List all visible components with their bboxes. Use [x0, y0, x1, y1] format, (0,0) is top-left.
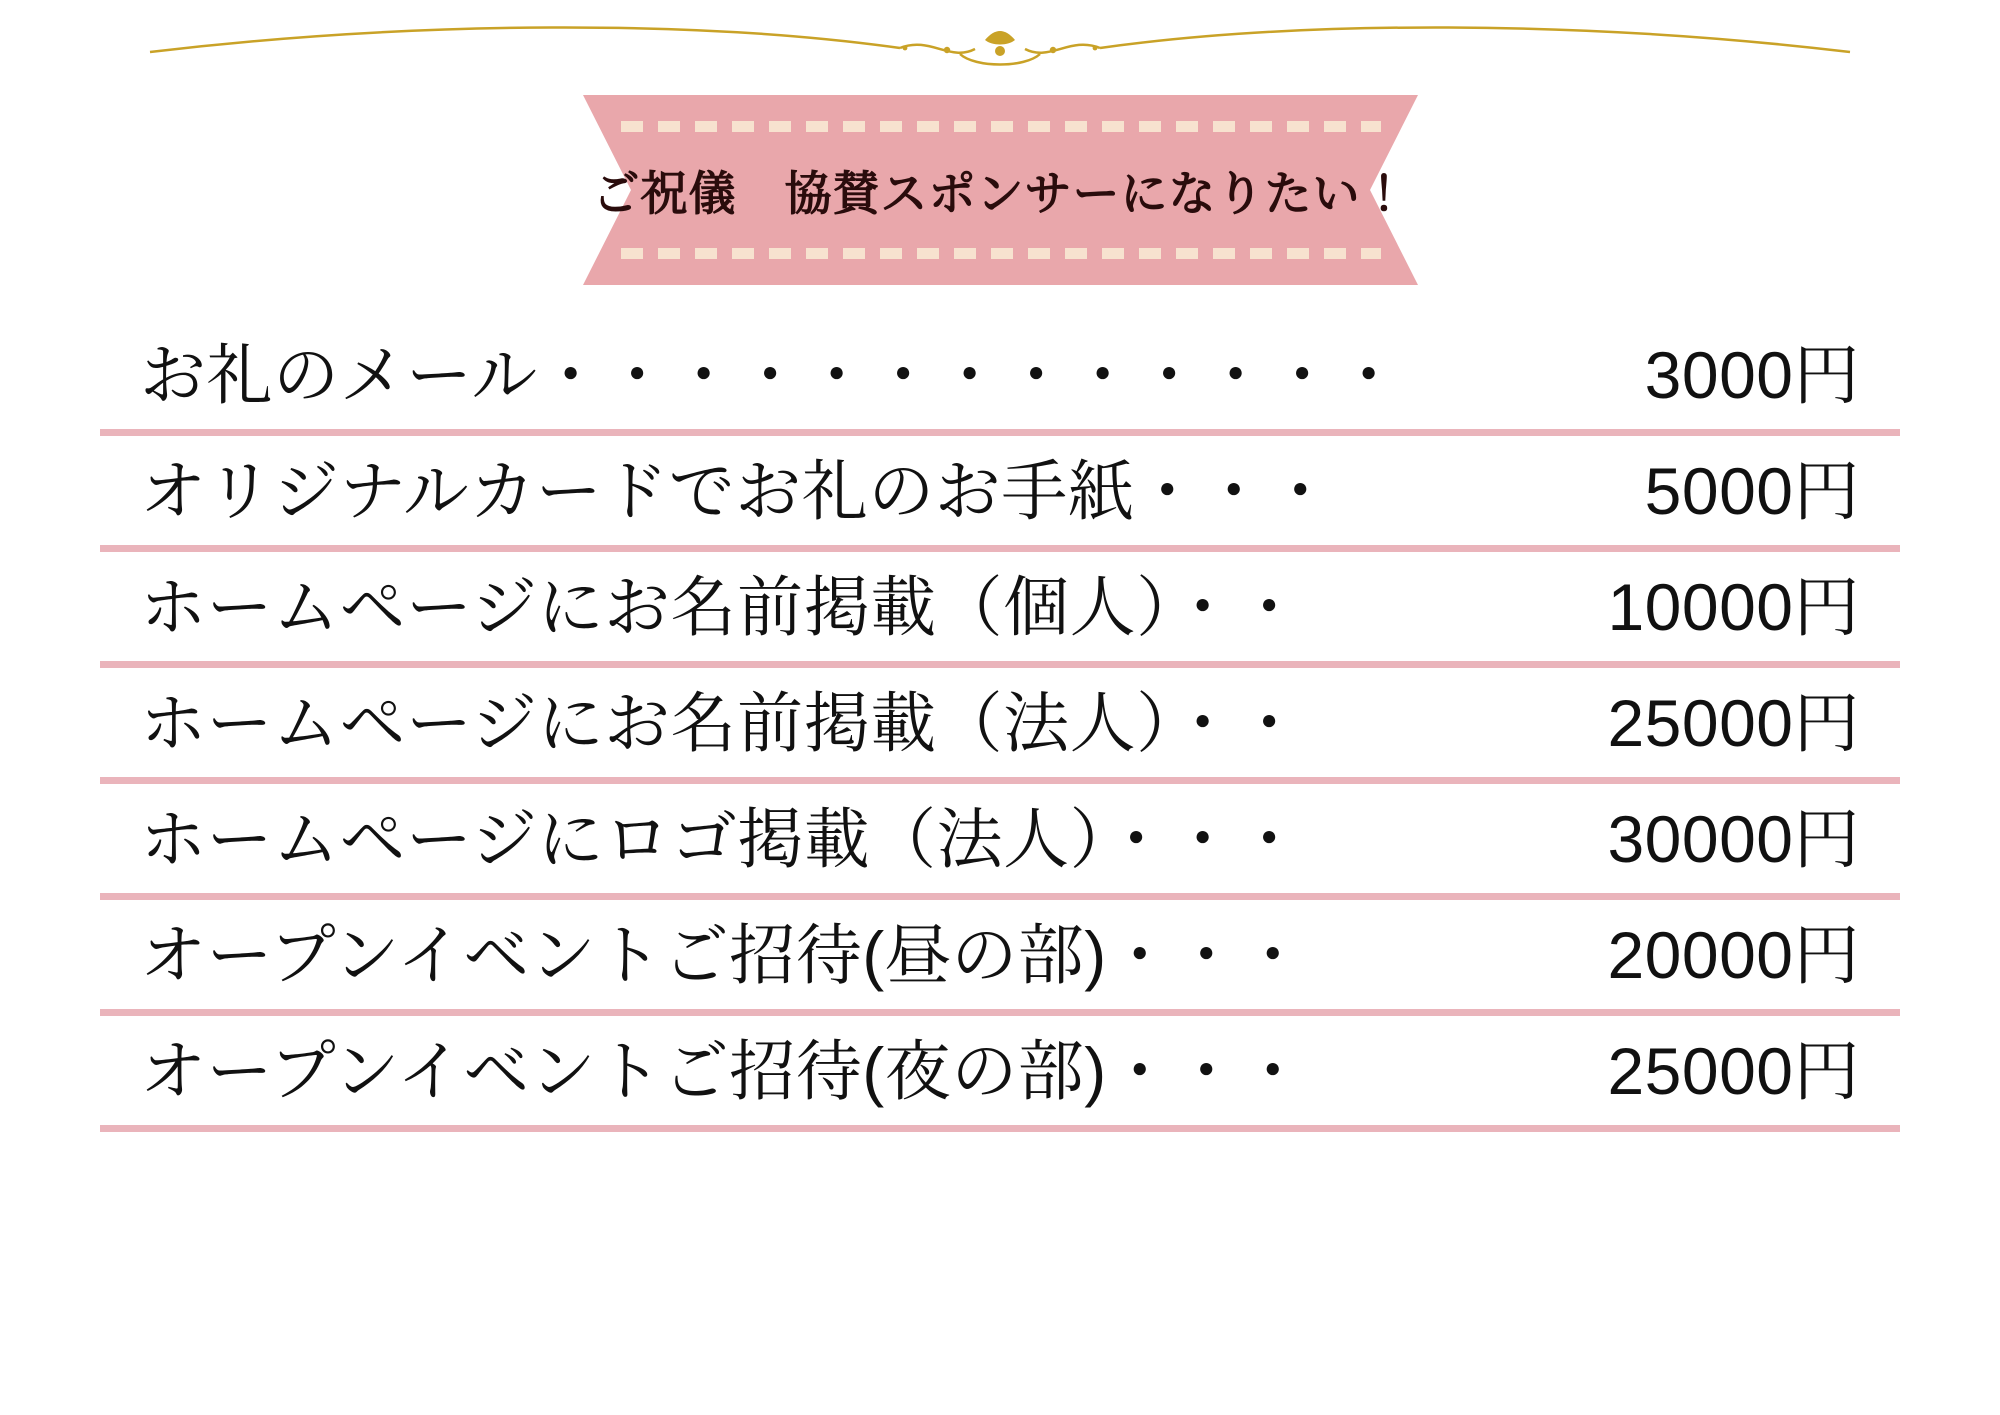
- price-row-label: オリジナルカードでお礼のお手紙・・・: [140, 453, 1334, 528]
- price-row: [100, 436, 1900, 552]
- price-row-amount: 25000円: [1607, 685, 1860, 760]
- price-row-label: ホームページにお名前掲載（法人）・・: [140, 685, 1303, 760]
- price-row-label: お礼のメール・・・・・・・・・・・・・: [140, 337, 1403, 412]
- price-row: [100, 784, 1900, 900]
- sponsor-ribbon-banner: [583, 95, 1418, 285]
- price-row-amount: 25000円: [1607, 1033, 1860, 1108]
- sponsor-price-list: [100, 320, 1900, 1132]
- price-row-amount: 20000円: [1607, 917, 1860, 992]
- price-row-label: ホームページにロゴ掲載（法人）・・・: [140, 801, 1303, 876]
- price-row: [100, 552, 1900, 668]
- price-row-label: オープンイベントご招待(昼の部)・・・: [140, 917, 1307, 992]
- price-row-amount: 30000円: [1607, 801, 1860, 876]
- price-row-amount: 10000円: [1607, 569, 1860, 644]
- ribbon-title: ご祝儀 協賛スポンサーになりたい！: [592, 166, 1409, 220]
- price-row-amount: 3000円: [1644, 337, 1860, 412]
- price-row: [100, 1016, 1900, 1132]
- price-row-label: ホームページにお名前掲載（個人）・・: [140, 569, 1303, 644]
- price-row-amount: 5000円: [1644, 453, 1860, 528]
- price-row-label: オープンイベントご招待(夜の部)・・・: [140, 1033, 1307, 1108]
- price-row: [100, 900, 1900, 1016]
- price-row: [100, 668, 1900, 784]
- gold-flourish-divider: [0, 18, 2000, 88]
- price-row: [100, 320, 1900, 436]
